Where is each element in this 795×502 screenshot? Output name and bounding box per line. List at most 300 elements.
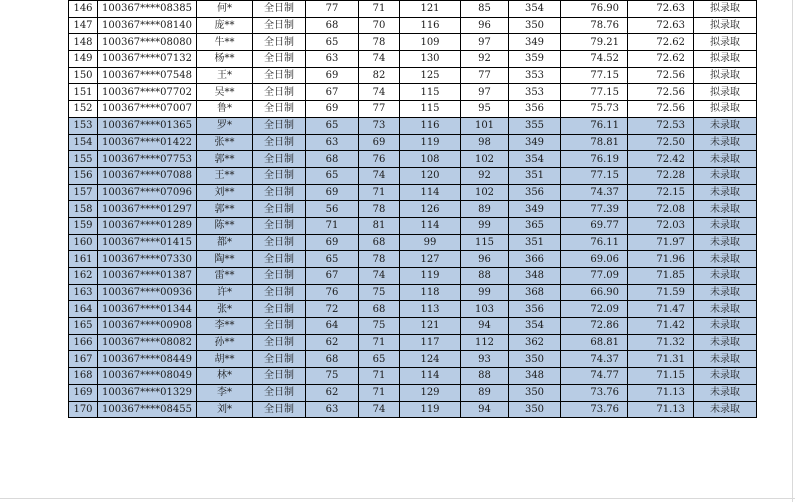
score-3-cell[interactable]: 116 [400, 117, 461, 134]
score-1-cell[interactable]: 63 [306, 134, 359, 151]
candidate-name-cell[interactable]: 孙** [197, 334, 253, 351]
admission-status-cell[interactable]: 未录取 [694, 201, 757, 218]
row-number-cell[interactable]: 161 [69, 251, 98, 268]
final-score-cell[interactable]: 72.62 [628, 51, 694, 68]
final-score-cell[interactable]: 71.31 [628, 351, 694, 368]
candidate-id-cell[interactable]: 100367****07088 [98, 167, 197, 184]
row-number-cell[interactable]: 162 [69, 268, 98, 285]
final-score-cell[interactable]: 72.28 [628, 167, 694, 184]
final-score-cell[interactable]: 71.42 [628, 318, 694, 335]
score-4-cell[interactable]: 94 [461, 318, 509, 335]
score-2-cell[interactable]: 75 [359, 284, 400, 301]
final-score-cell[interactable]: 71.59 [628, 284, 694, 301]
score-1-cell[interactable]: 65 [306, 251, 359, 268]
total-score-cell[interactable]: 348 [509, 268, 561, 285]
score-3-cell[interactable]: 121 [400, 318, 461, 335]
final-score-cell[interactable]: 72.42 [628, 151, 694, 168]
total-score-cell[interactable]: 350 [509, 17, 561, 34]
candidate-name-cell[interactable]: 李* [197, 384, 253, 401]
total-score-cell[interactable]: 359 [509, 51, 561, 68]
score-4-cell[interactable]: 98 [461, 134, 509, 151]
total-score-cell[interactable]: 351 [509, 167, 561, 184]
final-score-cell[interactable]: 72.56 [628, 84, 694, 101]
retest-score-cell[interactable]: 74.37 [561, 351, 628, 368]
total-score-cell[interactable]: 350 [509, 351, 561, 368]
score-1-cell[interactable]: 63 [306, 51, 359, 68]
admission-status-cell[interactable]: 未录取 [694, 134, 757, 151]
final-score-cell[interactable]: 72.56 [628, 101, 694, 118]
score-2-cell[interactable]: 78 [359, 251, 400, 268]
candidate-name-cell[interactable]: 庞** [197, 17, 253, 34]
retest-score-cell[interactable]: 75.73 [561, 101, 628, 118]
score-2-cell[interactable]: 68 [359, 234, 400, 251]
retest-score-cell[interactable]: 77.39 [561, 201, 628, 218]
score-2-cell[interactable]: 73 [359, 117, 400, 134]
study-mode-cell[interactable]: 全日制 [253, 318, 306, 335]
study-mode-cell[interactable]: 全日制 [253, 351, 306, 368]
final-score-cell[interactable]: 72.63 [628, 1, 694, 18]
admission-status-cell[interactable]: 未录取 [694, 351, 757, 368]
admission-status-cell[interactable]: 未录取 [694, 284, 757, 301]
score-4-cell[interactable]: 92 [461, 167, 509, 184]
score-3-cell[interactable]: 115 [400, 84, 461, 101]
admission-status-cell[interactable]: 未录取 [694, 368, 757, 385]
final-score-cell[interactable]: 71.15 [628, 368, 694, 385]
score-1-cell[interactable]: 62 [306, 334, 359, 351]
final-score-cell[interactable]: 71.97 [628, 234, 694, 251]
study-mode-cell[interactable]: 全日制 [253, 101, 306, 118]
retest-score-cell[interactable]: 73.76 [561, 384, 628, 401]
candidate-name-cell[interactable]: 杨** [197, 51, 253, 68]
row-number-cell[interactable]: 165 [69, 318, 98, 335]
score-2-cell[interactable]: 71 [359, 384, 400, 401]
retest-score-cell[interactable]: 69.77 [561, 217, 628, 234]
score-1-cell[interactable]: 65 [306, 34, 359, 51]
final-score-cell[interactable]: 71.85 [628, 268, 694, 285]
score-2-cell[interactable]: 82 [359, 67, 400, 84]
score-1-cell[interactable]: 63 [306, 401, 359, 418]
admission-status-cell[interactable]: 未录取 [694, 401, 757, 418]
retest-score-cell[interactable]: 76.11 [561, 234, 628, 251]
retest-score-cell[interactable]: 77.15 [561, 84, 628, 101]
score-3-cell[interactable]: 114 [400, 217, 461, 234]
row-number-cell[interactable]: 159 [69, 217, 98, 234]
candidate-id-cell[interactable]: 100367****07096 [98, 184, 197, 201]
retest-score-cell[interactable]: 78.81 [561, 134, 628, 151]
row-number-cell[interactable]: 164 [69, 301, 98, 318]
row-number-cell[interactable]: 163 [69, 284, 98, 301]
score-3-cell[interactable]: 114 [400, 368, 461, 385]
study-mode-cell[interactable]: 全日制 [253, 34, 306, 51]
total-score-cell[interactable]: 349 [509, 134, 561, 151]
admission-status-cell[interactable]: 未录取 [694, 117, 757, 134]
final-score-cell[interactable]: 72.50 [628, 134, 694, 151]
final-score-cell[interactable]: 71.13 [628, 384, 694, 401]
candidate-id-cell[interactable]: 100367****01365 [98, 117, 197, 134]
study-mode-cell[interactable]: 全日制 [253, 268, 306, 285]
study-mode-cell[interactable]: 全日制 [253, 401, 306, 418]
admission-status-cell[interactable]: 未录取 [694, 234, 757, 251]
final-score-cell[interactable]: 72.03 [628, 217, 694, 234]
score-1-cell[interactable]: 62 [306, 384, 359, 401]
score-4-cell[interactable]: 77 [461, 67, 509, 84]
score-2-cell[interactable]: 65 [359, 351, 400, 368]
row-number-cell[interactable]: 146 [69, 1, 98, 18]
retest-score-cell[interactable]: 78.76 [561, 17, 628, 34]
study-mode-cell[interactable]: 全日制 [253, 1, 306, 18]
candidate-id-cell[interactable]: 100367****07753 [98, 151, 197, 168]
admission-status-cell[interactable]: 拟录取 [694, 84, 757, 101]
score-3-cell[interactable]: 130 [400, 51, 461, 68]
row-number-cell[interactable]: 149 [69, 51, 98, 68]
row-number-cell[interactable]: 155 [69, 151, 98, 168]
candidate-name-cell[interactable]: 陈** [197, 217, 253, 234]
total-score-cell[interactable]: 348 [509, 368, 561, 385]
score-2-cell[interactable]: 68 [359, 301, 400, 318]
row-number-cell[interactable]: 169 [69, 384, 98, 401]
admission-status-cell[interactable]: 未录取 [694, 384, 757, 401]
score-1-cell[interactable]: 64 [306, 318, 359, 335]
score-4-cell[interactable]: 102 [461, 151, 509, 168]
candidate-name-cell[interactable]: 王* [197, 67, 253, 84]
retest-score-cell[interactable]: 74.37 [561, 184, 628, 201]
candidate-id-cell[interactable]: 100367****07330 [98, 251, 197, 268]
admission-status-cell[interactable]: 拟录取 [694, 17, 757, 34]
score-4-cell[interactable]: 93 [461, 351, 509, 368]
candidate-name-cell[interactable]: 张* [197, 301, 253, 318]
score-4-cell[interactable]: 97 [461, 34, 509, 51]
row-number-cell[interactable]: 152 [69, 101, 98, 118]
score-3-cell[interactable]: 125 [400, 67, 461, 84]
study-mode-cell[interactable]: 全日制 [253, 134, 306, 151]
score-3-cell[interactable]: 119 [400, 134, 461, 151]
score-2-cell[interactable]: 76 [359, 151, 400, 168]
retest-score-cell[interactable]: 74.77 [561, 368, 628, 385]
retest-score-cell[interactable]: 77.09 [561, 268, 628, 285]
score-3-cell[interactable]: 119 [400, 401, 461, 418]
candidate-id-cell[interactable]: 100367****08455 [98, 401, 197, 418]
score-3-cell[interactable]: 113 [400, 301, 461, 318]
retest-score-cell[interactable]: 72.09 [561, 301, 628, 318]
total-score-cell[interactable]: 368 [509, 284, 561, 301]
score-2-cell[interactable]: 71 [359, 368, 400, 385]
row-number-cell[interactable]: 167 [69, 351, 98, 368]
final-score-cell[interactable]: 72.62 [628, 34, 694, 51]
candidate-name-cell[interactable]: 郭** [197, 151, 253, 168]
score-4-cell[interactable]: 102 [461, 184, 509, 201]
score-2-cell[interactable]: 71 [359, 1, 400, 18]
score-1-cell[interactable]: 56 [306, 201, 359, 218]
study-mode-cell[interactable]: 全日制 [253, 284, 306, 301]
score-4-cell[interactable]: 88 [461, 268, 509, 285]
row-number-cell[interactable]: 157 [69, 184, 98, 201]
final-score-cell[interactable]: 71.47 [628, 301, 694, 318]
study-mode-cell[interactable]: 全日制 [253, 217, 306, 234]
study-mode-cell[interactable]: 全日制 [253, 151, 306, 168]
score-3-cell[interactable]: 121 [400, 1, 461, 18]
score-1-cell[interactable]: 72 [306, 301, 359, 318]
score-2-cell[interactable]: 71 [359, 334, 400, 351]
candidate-id-cell[interactable]: 100367****08080 [98, 34, 197, 51]
candidate-id-cell[interactable]: 100367****08449 [98, 351, 197, 368]
score-1-cell[interactable]: 65 [306, 167, 359, 184]
row-number-cell[interactable]: 148 [69, 34, 98, 51]
row-number-cell[interactable]: 151 [69, 84, 98, 101]
score-3-cell[interactable]: 119 [400, 268, 461, 285]
retest-score-cell[interactable]: 72.86 [561, 318, 628, 335]
score-1-cell[interactable]: 69 [306, 101, 359, 118]
admission-status-cell[interactable]: 未录取 [694, 217, 757, 234]
total-score-cell[interactable]: 356 [509, 301, 561, 318]
total-score-cell[interactable]: 350 [509, 401, 561, 418]
row-number-cell[interactable]: 170 [69, 401, 98, 418]
score-3-cell[interactable]: 108 [400, 151, 461, 168]
study-mode-cell[interactable]: 全日制 [253, 17, 306, 34]
score-1-cell[interactable]: 75 [306, 368, 359, 385]
total-score-cell[interactable]: 366 [509, 251, 561, 268]
score-4-cell[interactable]: 89 [461, 201, 509, 218]
score-4-cell[interactable]: 94 [461, 401, 509, 418]
score-1-cell[interactable]: 68 [306, 151, 359, 168]
retest-score-cell[interactable]: 77.15 [561, 167, 628, 184]
final-score-cell[interactable]: 71.13 [628, 401, 694, 418]
score-4-cell[interactable]: 97 [461, 84, 509, 101]
candidate-id-cell[interactable]: 100367****08140 [98, 17, 197, 34]
candidate-id-cell[interactable]: 100367****07702 [98, 84, 197, 101]
study-mode-cell[interactable]: 全日制 [253, 201, 306, 218]
score-3-cell[interactable]: 127 [400, 251, 461, 268]
candidate-name-cell[interactable]: 都* [197, 234, 253, 251]
candidate-name-cell[interactable]: 张** [197, 134, 253, 151]
score-4-cell[interactable]: 89 [461, 384, 509, 401]
score-3-cell[interactable]: 117 [400, 334, 461, 351]
study-mode-cell[interactable]: 全日制 [253, 234, 306, 251]
score-4-cell[interactable]: 115 [461, 234, 509, 251]
score-4-cell[interactable]: 103 [461, 301, 509, 318]
score-1-cell[interactable]: 69 [306, 67, 359, 84]
score-4-cell[interactable]: 101 [461, 117, 509, 134]
candidate-id-cell[interactable]: 100367****01297 [98, 201, 197, 218]
candidate-name-cell[interactable]: 陶** [197, 251, 253, 268]
score-4-cell[interactable]: 88 [461, 368, 509, 385]
score-2-cell[interactable]: 74 [359, 51, 400, 68]
admission-status-cell[interactable]: 拟录取 [694, 51, 757, 68]
admission-status-cell[interactable]: 拟录取 [694, 1, 757, 18]
total-score-cell[interactable]: 349 [509, 34, 561, 51]
score-2-cell[interactable]: 77 [359, 101, 400, 118]
score-2-cell[interactable]: 69 [359, 134, 400, 151]
score-2-cell[interactable]: 81 [359, 217, 400, 234]
score-4-cell[interactable]: 96 [461, 251, 509, 268]
score-4-cell[interactable]: 95 [461, 101, 509, 118]
score-3-cell[interactable]: 109 [400, 34, 461, 51]
row-number-cell[interactable]: 154 [69, 134, 98, 151]
final-score-cell[interactable]: 71.96 [628, 251, 694, 268]
score-3-cell[interactable]: 126 [400, 201, 461, 218]
retest-score-cell[interactable]: 74.52 [561, 51, 628, 68]
score-1-cell[interactable]: 65 [306, 117, 359, 134]
score-2-cell[interactable]: 74 [359, 401, 400, 418]
admission-status-cell[interactable]: 未录取 [694, 301, 757, 318]
study-mode-cell[interactable]: 全日制 [253, 184, 306, 201]
candidate-id-cell[interactable]: 100367****08385 [98, 1, 197, 18]
score-1-cell[interactable]: 71 [306, 217, 359, 234]
final-score-cell[interactable]: 72.56 [628, 67, 694, 84]
row-number-cell[interactable]: 158 [69, 201, 98, 218]
score-2-cell[interactable]: 71 [359, 184, 400, 201]
row-number-cell[interactable]: 153 [69, 117, 98, 134]
candidate-name-cell[interactable]: 何* [197, 1, 253, 18]
retest-score-cell[interactable]: 66.90 [561, 284, 628, 301]
candidate-name-cell[interactable]: 林* [197, 368, 253, 385]
total-score-cell[interactable]: 356 [509, 184, 561, 201]
score-3-cell[interactable]: 99 [400, 234, 461, 251]
total-score-cell[interactable]: 353 [509, 84, 561, 101]
total-score-cell[interactable]: 353 [509, 67, 561, 84]
row-number-cell[interactable]: 160 [69, 234, 98, 251]
final-score-cell[interactable]: 72.08 [628, 201, 694, 218]
total-score-cell[interactable]: 354 [509, 151, 561, 168]
candidate-name-cell[interactable]: 雷** [197, 268, 253, 285]
study-mode-cell[interactable]: 全日制 [253, 51, 306, 68]
row-number-cell[interactable]: 156 [69, 167, 98, 184]
final-score-cell[interactable]: 71.32 [628, 334, 694, 351]
score-2-cell[interactable]: 70 [359, 17, 400, 34]
admission-status-cell[interactable]: 未录取 [694, 151, 757, 168]
admission-status-cell[interactable]: 未录取 [694, 251, 757, 268]
admission-status-cell[interactable]: 拟录取 [694, 101, 757, 118]
score-2-cell[interactable]: 74 [359, 84, 400, 101]
candidate-name-cell[interactable]: 王** [197, 167, 253, 184]
study-mode-cell[interactable]: 全日制 [253, 117, 306, 134]
row-number-cell[interactable]: 166 [69, 334, 98, 351]
admission-status-cell[interactable]: 拟录取 [694, 34, 757, 51]
retest-score-cell[interactable]: 79.21 [561, 34, 628, 51]
candidate-id-cell[interactable]: 100367****01387 [98, 268, 197, 285]
retest-score-cell[interactable]: 69.06 [561, 251, 628, 268]
score-3-cell[interactable]: 124 [400, 351, 461, 368]
retest-score-cell[interactable]: 76.90 [561, 1, 628, 18]
total-score-cell[interactable]: 362 [509, 334, 561, 351]
study-mode-cell[interactable]: 全日制 [253, 301, 306, 318]
final-score-cell[interactable]: 72.53 [628, 117, 694, 134]
candidate-id-cell[interactable]: 100367****01422 [98, 134, 197, 151]
score-2-cell[interactable]: 74 [359, 268, 400, 285]
total-score-cell[interactable]: 355 [509, 117, 561, 134]
candidate-name-cell[interactable]: 吴** [197, 84, 253, 101]
study-mode-cell[interactable]: 全日制 [253, 251, 306, 268]
score-2-cell[interactable]: 78 [359, 34, 400, 51]
row-number-cell[interactable]: 150 [69, 67, 98, 84]
total-score-cell[interactable]: 349 [509, 201, 561, 218]
candidate-name-cell[interactable]: 刘** [197, 184, 253, 201]
candidate-name-cell[interactable]: 胡** [197, 351, 253, 368]
row-number-cell[interactable]: 168 [69, 368, 98, 385]
admission-status-cell[interactable]: 未录取 [694, 334, 757, 351]
score-1-cell[interactable]: 68 [306, 351, 359, 368]
candidate-id-cell[interactable]: 100367****01289 [98, 217, 197, 234]
study-mode-cell[interactable]: 全日制 [253, 368, 306, 385]
score-3-cell[interactable]: 120 [400, 167, 461, 184]
study-mode-cell[interactable]: 全日制 [253, 67, 306, 84]
candidate-id-cell[interactable]: 100367****07548 [98, 67, 197, 84]
score-4-cell[interactable]: 99 [461, 217, 509, 234]
score-4-cell[interactable]: 112 [461, 334, 509, 351]
candidate-name-cell[interactable]: 鲁* [197, 101, 253, 118]
score-1-cell[interactable]: 69 [306, 234, 359, 251]
candidate-name-cell[interactable]: 罗* [197, 117, 253, 134]
candidate-id-cell[interactable]: 100367****00936 [98, 284, 197, 301]
candidate-id-cell[interactable]: 100367****07007 [98, 101, 197, 118]
candidate-id-cell[interactable]: 100367****01344 [98, 301, 197, 318]
retest-score-cell[interactable]: 73.76 [561, 401, 628, 418]
admission-status-cell[interactable]: 未录取 [694, 167, 757, 184]
score-1-cell[interactable]: 67 [306, 84, 359, 101]
score-2-cell[interactable]: 74 [359, 167, 400, 184]
candidate-id-cell[interactable]: 100367****00908 [98, 318, 197, 335]
admission-status-cell[interactable]: 拟录取 [694, 67, 757, 84]
admission-status-cell[interactable]: 未录取 [694, 184, 757, 201]
retest-score-cell[interactable]: 68.81 [561, 334, 628, 351]
score-4-cell[interactable]: 92 [461, 51, 509, 68]
score-1-cell[interactable]: 69 [306, 184, 359, 201]
total-score-cell[interactable]: 350 [509, 384, 561, 401]
total-score-cell[interactable]: 356 [509, 101, 561, 118]
retest-score-cell[interactable]: 76.19 [561, 151, 628, 168]
score-3-cell[interactable]: 116 [400, 17, 461, 34]
final-score-cell[interactable]: 72.15 [628, 184, 694, 201]
study-mode-cell[interactable]: 全日制 [253, 84, 306, 101]
score-3-cell[interactable]: 118 [400, 284, 461, 301]
retest-score-cell[interactable]: 77.15 [561, 67, 628, 84]
score-3-cell[interactable]: 115 [400, 101, 461, 118]
total-score-cell[interactable]: 351 [509, 234, 561, 251]
score-2-cell[interactable]: 75 [359, 318, 400, 335]
study-mode-cell[interactable]: 全日制 [253, 334, 306, 351]
score-4-cell[interactable]: 96 [461, 17, 509, 34]
score-4-cell[interactable]: 99 [461, 284, 509, 301]
candidate-name-cell[interactable]: 牛** [197, 34, 253, 51]
score-1-cell[interactable]: 76 [306, 284, 359, 301]
candidate-id-cell[interactable]: 100367****08049 [98, 368, 197, 385]
study-mode-cell[interactable]: 全日制 [253, 384, 306, 401]
candidate-id-cell[interactable]: 100367****08082 [98, 334, 197, 351]
candidate-id-cell[interactable]: 100367****07132 [98, 51, 197, 68]
candidate-id-cell[interactable]: 100367****01329 [98, 384, 197, 401]
score-2-cell[interactable]: 78 [359, 201, 400, 218]
score-1-cell[interactable]: 67 [306, 268, 359, 285]
candidate-name-cell[interactable]: 李** [197, 318, 253, 335]
candidate-name-cell[interactable]: 刘* [197, 401, 253, 418]
admission-status-cell[interactable]: 未录取 [694, 268, 757, 285]
score-1-cell[interactable]: 77 [306, 1, 359, 18]
candidate-name-cell[interactable]: 许* [197, 284, 253, 301]
candidate-name-cell[interactable]: 郭** [197, 201, 253, 218]
row-number-cell[interactable]: 147 [69, 17, 98, 34]
total-score-cell[interactable]: 365 [509, 217, 561, 234]
final-score-cell[interactable]: 72.63 [628, 17, 694, 34]
total-score-cell[interactable]: 354 [509, 318, 561, 335]
score-4-cell[interactable]: 85 [461, 1, 509, 18]
score-1-cell[interactable]: 68 [306, 17, 359, 34]
score-3-cell[interactable]: 129 [400, 384, 461, 401]
retest-score-cell[interactable]: 76.11 [561, 117, 628, 134]
score-3-cell[interactable]: 114 [400, 184, 461, 201]
study-mode-cell[interactable]: 全日制 [253, 167, 306, 184]
candidate-id-cell[interactable]: 100367****01415 [98, 234, 197, 251]
total-score-cell[interactable]: 354 [509, 1, 561, 18]
admission-status-cell[interactable]: 未录取 [694, 318, 757, 335]
